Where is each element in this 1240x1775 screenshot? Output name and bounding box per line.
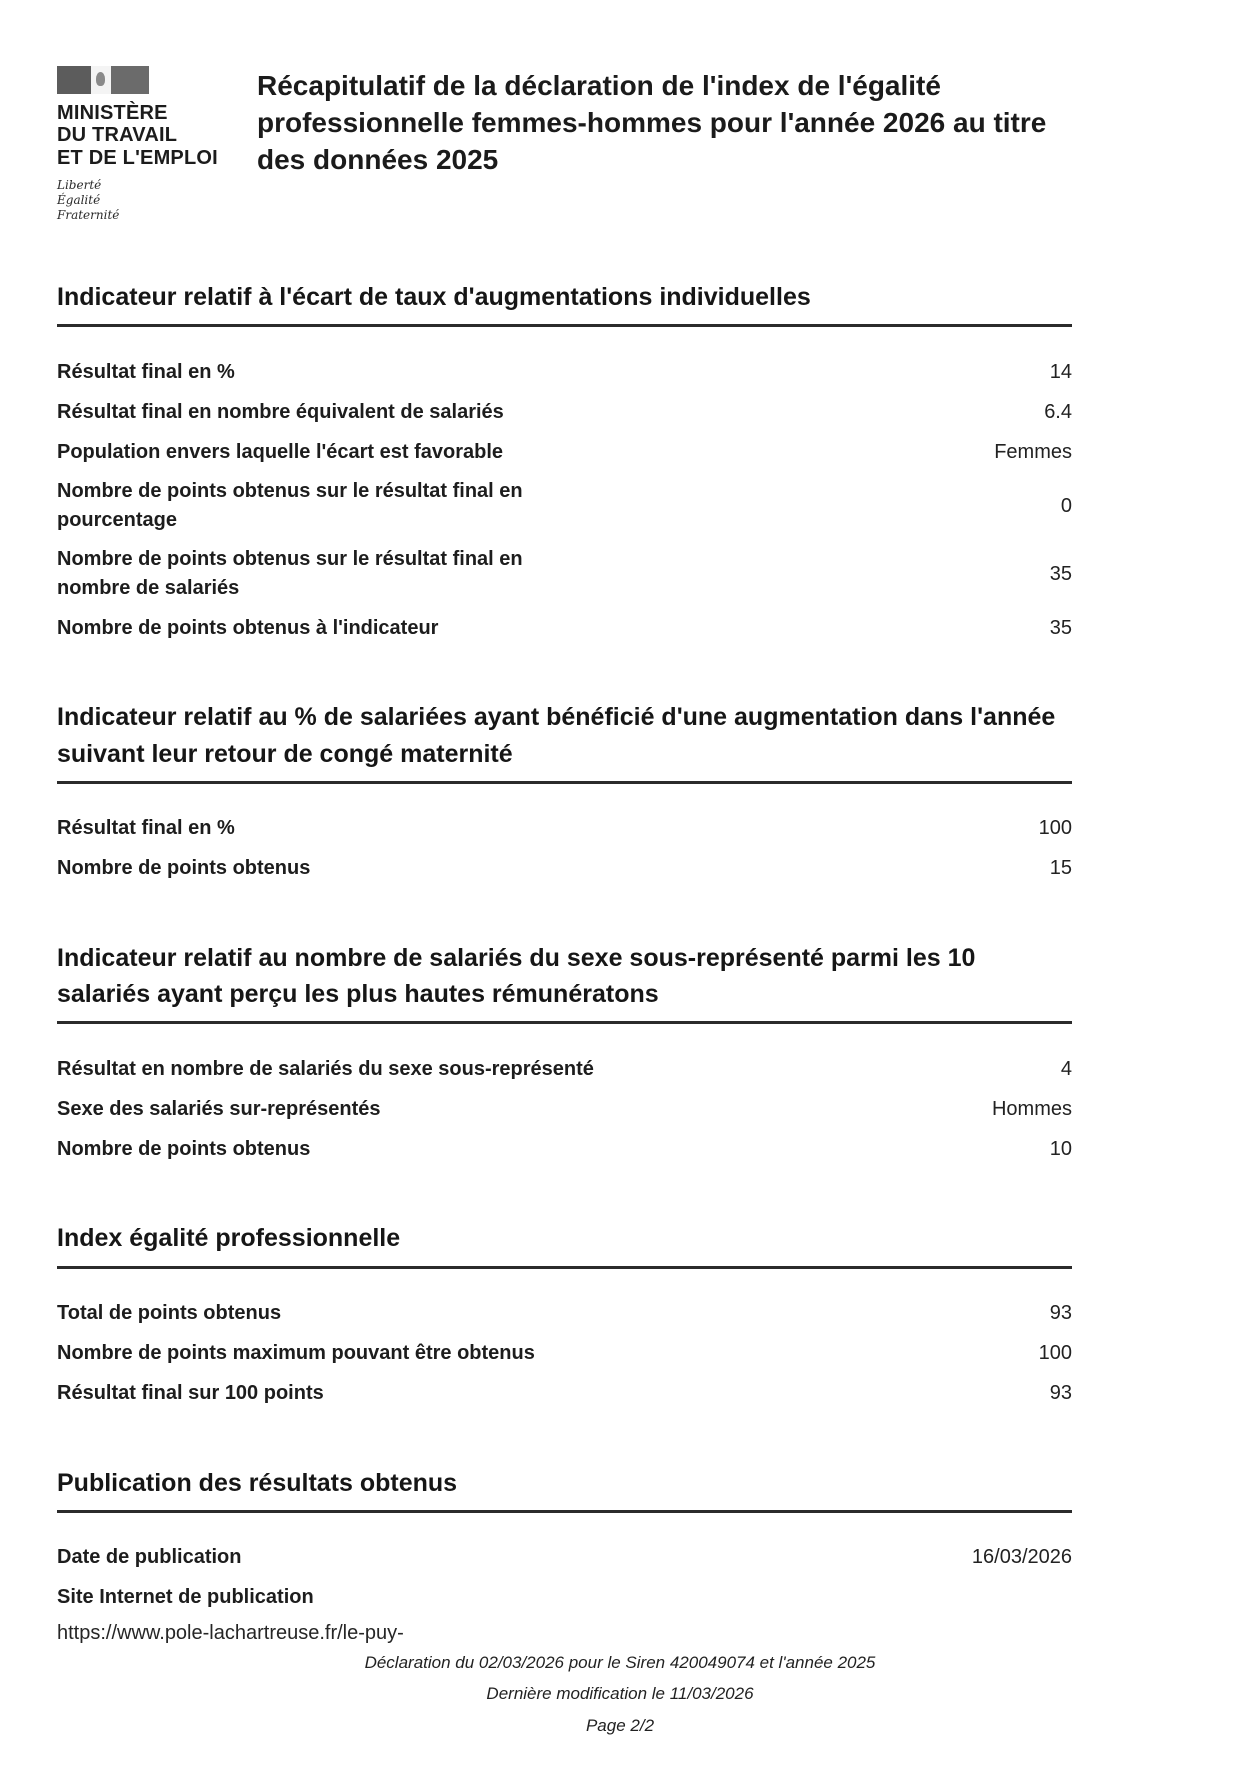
table-row xyxy=(57,613,1072,643)
indicator-section xyxy=(57,940,1072,1165)
row-label: Nombre de points obtenus sur le résultat final en pourcentage xyxy=(57,480,523,532)
row-value: 35 xyxy=(1049,562,1072,585)
table-row xyxy=(57,397,1072,427)
sections-container xyxy=(57,223,1072,1409)
table-row xyxy=(57,437,1072,467)
row-label: Sexe des salariés sur-représentés xyxy=(57,1097,381,1120)
flag-stripe-right xyxy=(111,66,149,94)
row-label: Résultat final en nombre équivalent de salariés xyxy=(57,400,504,423)
row-label: Résultat final en % xyxy=(57,360,235,383)
french-flag-logo-icon xyxy=(57,66,149,94)
table-row xyxy=(57,1054,1072,1084)
row-value: 100 xyxy=(1038,1342,1072,1365)
row-value: 0 xyxy=(1060,494,1072,517)
table-row xyxy=(57,545,1072,603)
table-row xyxy=(57,1583,1072,1613)
ministry-name-line: MINISTÈRE xyxy=(57,102,168,124)
row-value: 16/03/2026 xyxy=(971,1546,1072,1569)
motto-line: Liberté xyxy=(57,178,102,193)
section-publication xyxy=(57,1465,1072,1647)
page-number: Page 2/2 xyxy=(585,1715,655,1735)
indicator-section xyxy=(57,699,1072,884)
table-row xyxy=(57,1339,1072,1369)
section-rows xyxy=(57,1533,1072,1613)
row-value: Femmes xyxy=(994,440,1072,463)
republic-motto xyxy=(57,178,235,223)
section-rows xyxy=(57,1289,1072,1409)
ministry-name-line: DU TRAVAIL xyxy=(57,124,178,147)
page-footer xyxy=(0,1647,1240,1751)
document-header xyxy=(57,66,1072,223)
document-title: Récapitulatif de la déclaration de l'index de l'égalité professionnelle femmes-hommes pour l'année 2026 au titre des données 2025 xyxy=(257,70,1047,175)
section-heading: Indicateur relatif au nombre de salariés du sexe sous-représenté parmi les 10 salariés ayant perçu les plus hautes rémunératons xyxy=(57,940,1072,1025)
row-label: Résultat en nombre de salariés du sexe sous-représenté xyxy=(57,1057,594,1080)
indicator-section xyxy=(57,279,1072,643)
flag-stripe-middle xyxy=(91,66,111,94)
row-value: 100 xyxy=(1038,817,1072,840)
table-row xyxy=(57,1134,1072,1164)
section-rows xyxy=(57,1044,1072,1164)
flag-stripe-left xyxy=(57,66,91,94)
section-heading: Indicateur relatif à l'écart de taux d'augmentations individuelles xyxy=(57,279,1072,327)
row-label: Nombre de points maximum pouvant être obtenus xyxy=(57,1342,535,1365)
section-rows xyxy=(57,347,1072,643)
row-label: Nombre de points obtenus xyxy=(57,857,311,880)
table-row xyxy=(57,854,1072,884)
row-label: Résultat final en % xyxy=(57,817,235,840)
row-value: 10 xyxy=(1049,1137,1072,1160)
table-row xyxy=(57,357,1072,387)
row-value: 6.4 xyxy=(1044,400,1072,423)
row-label: Nombre de points obtenus sur le résultat final en nombre de salariés xyxy=(57,548,523,600)
section-heading: Publication des résultats obtenus xyxy=(57,1465,1072,1513)
row-value: 15 xyxy=(1049,857,1072,880)
ministry-logo-block xyxy=(57,66,235,223)
motto-line: Fraternité xyxy=(57,208,120,223)
table-row xyxy=(57,1299,1072,1329)
row-label: Résultat final sur 100 points xyxy=(57,1382,324,1405)
motto-line: Égalité xyxy=(57,193,101,208)
section-rows xyxy=(57,804,1072,884)
row-label: Site Internet de publication xyxy=(57,1586,314,1609)
ministry-name xyxy=(57,102,235,169)
table-row xyxy=(57,1543,1072,1573)
footer-declaration-line: Déclaration du 02/03/2026 pour le Siren 420049074 et l'année 2025 xyxy=(364,1652,876,1672)
row-label: Population envers laquelle l'écart est favorable xyxy=(57,440,504,463)
row-value: 35 xyxy=(1049,616,1072,639)
section-heading: Index égalité professionnelle xyxy=(57,1220,1072,1268)
row-label: Date de publication xyxy=(57,1546,242,1569)
table-row xyxy=(57,814,1072,844)
row-label: Nombre de points obtenus xyxy=(57,1137,311,1160)
row-value: 4 xyxy=(1060,1057,1072,1080)
row-value: 93 xyxy=(1049,1302,1072,1325)
publication-url: https://www.pole-lachartreuse.fr/le-puy- xyxy=(57,1621,404,1644)
footer-modification-line: Dernière modification le 11/03/2026 xyxy=(486,1684,754,1704)
row-label: Total de points obtenus xyxy=(57,1302,282,1325)
indicator-section xyxy=(57,1220,1072,1408)
section-heading: Indicateur relatif au % de salariées ayant bénéficié d'une augmentation dans l'année suivant leur retour de congé maternité xyxy=(57,699,1072,784)
table-row xyxy=(57,1379,1072,1409)
row-value: 93 xyxy=(1049,1382,1072,1405)
table-row xyxy=(57,1094,1072,1124)
row-value: 14 xyxy=(1049,360,1072,383)
row-label: Nombre de points obtenus à l'indicateur xyxy=(57,616,439,639)
row-value: Hommes xyxy=(991,1097,1072,1120)
table-row xyxy=(57,477,1072,535)
ministry-name-line: ET DE L'EMPLOI xyxy=(57,146,218,169)
